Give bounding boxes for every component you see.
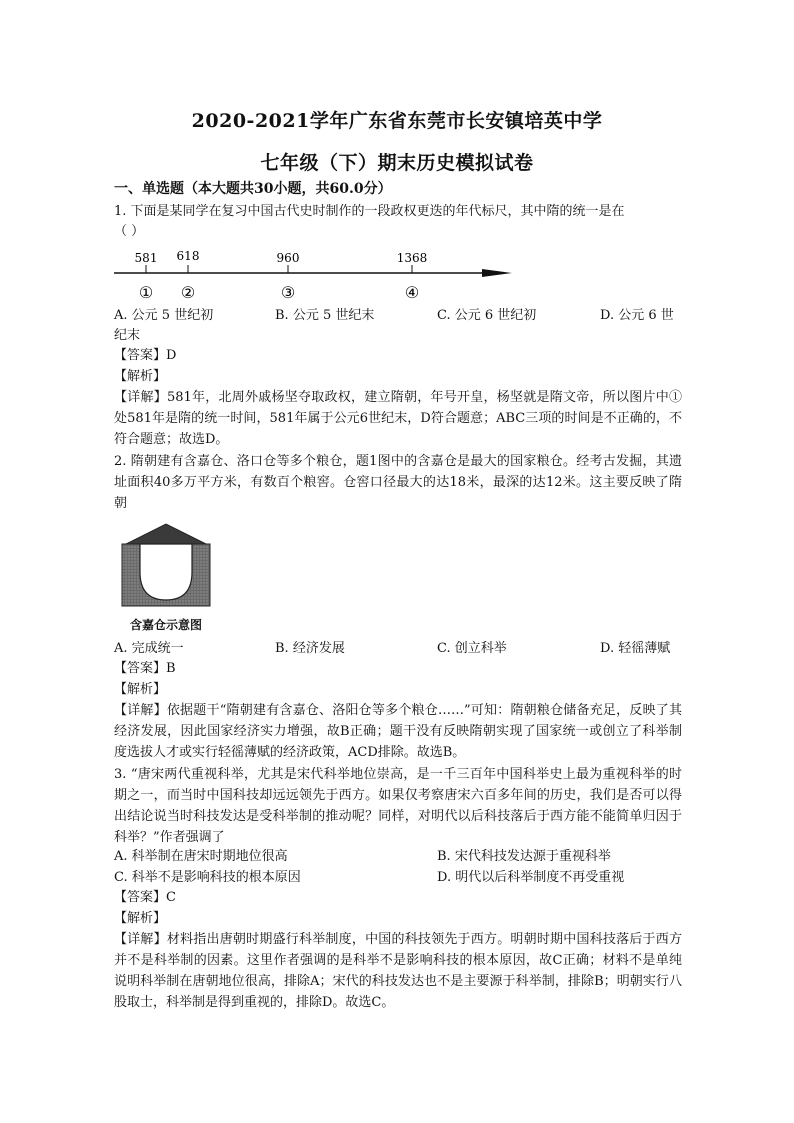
q2-detail: 【详解】依据题干“隋朝建有含嘉仓、洛阳仓等多个粮仓……”可知：隋朝粮仓储备充足，反映了其经济发展，因此国家经济实力增强，故B正确；题干没有反映隋朝实现了国家统一或创立了科举制度选拔人才或实行轻徭薄赋的经济政策，ACD排除。故选B。 xyxy=(114,703,682,760)
q1-answer: 【答案】D xyxy=(114,348,177,363)
q2-option-a[interactable]: A. 完成统一 xyxy=(114,641,184,656)
granary-illustration xyxy=(116,522,216,608)
q3-stem: 3. “唐宋两代重视科举，尤其是宋代科举地位崇高，是一千三百年中国科举史上最为重视科举的时期之一，而当时中国科技却远远领先于西方。如果仅考察唐宋六百多年间的历史，我们是否可以得出结论说当时科技发达是受科举制的推动呢？同样，对明代以后科技落后于西方能不能简单归因于科举？”作者强调了 xyxy=(114,767,682,845)
q3-detail: 【详解】材料指出唐朝时期盛行科举制度，中国的科技领先于西方。明朝时期中国科技落后于西方并不是科举制的因素。这里作者强调的是科举不是影响科技的根本原因，故C正确；材料不是单纯说明科举制在唐朝地位很高，排除A；宋代的科技发达也不是主要源于科举制，排除B；明朝实行八股取士，科举制是得到重视的，排除D。故选C。 xyxy=(114,932,682,1010)
section-heading: 一、单选题（本大题共30小题，共60.0分） xyxy=(114,181,392,197)
q2-stem: 2. 隋朝建有含嘉仓、洛口仓等多个粮仓，题1图中的含嘉仓是最大的国家粮仓。经考古发掘，其遗址面积40多万平方米，有数百个粮窖。仓窖口径最大的达18米，最深的达12米。这主要反映了隋朝 xyxy=(114,454,682,511)
granary-roof xyxy=(126,524,206,544)
exam-title-line2: 七年级（下）期末历史模拟试卷 xyxy=(260,152,534,174)
q2-option-b[interactable]: B. 经济发展 xyxy=(275,641,345,656)
q2-answer: 【答案】B xyxy=(114,661,176,676)
q1-option-a[interactable]: A. 公元 5 世纪初 xyxy=(114,308,214,323)
q3-option-b[interactable]: B. 宋代科技发达源于重视科举 xyxy=(437,849,611,864)
q1-timeline xyxy=(110,244,520,306)
q2-analysis-label: 【解析】 xyxy=(114,682,167,697)
timeline-year: 581 xyxy=(134,251,158,265)
q1-option-c[interactable]: C. 公元 6 世纪初 xyxy=(437,308,537,323)
q2-option-c[interactable]: C. 创立科举 xyxy=(437,641,507,656)
q3-answer: 【答案】C xyxy=(114,890,176,905)
q1-stem-line1: 1. 下面是某同学在复习中国古代史时制作的一段政权更迭的年代标尺，其中隋的统一是在 xyxy=(114,204,625,219)
timeline-marker: ④ xyxy=(404,283,420,302)
q3-analysis-label: 【解析】 xyxy=(114,911,167,926)
q1-analysis-label: 【解析】 xyxy=(114,369,167,384)
timeline-year: 618 xyxy=(176,249,200,263)
q2-option-d[interactable]: D. 轻徭薄赋 xyxy=(600,641,671,656)
q1-option-d[interactable]: D. 公元 6 世 xyxy=(600,308,674,323)
q3-option-c[interactable]: C. 科举不是影响科技的根本原因 xyxy=(114,870,301,885)
timeline-marker: ② xyxy=(180,283,196,302)
timeline-year: 960 xyxy=(276,251,300,265)
timeline-year: 1368 xyxy=(396,251,428,265)
q3-option-d[interactable]: D. 明代以后科举制度不再受重视 xyxy=(437,870,625,885)
q3-option-a[interactable]: A. 科举制在唐宋时期地位很高 xyxy=(114,849,288,864)
exam-title-line1: 2020-2021学年广东省东莞市长安镇培英中学 xyxy=(191,110,603,132)
timeline-marker: ③ xyxy=(280,283,296,302)
q1-option-d-continued: 纪末 xyxy=(114,328,141,343)
timeline-marker: ① xyxy=(138,283,154,302)
q1-detail: 【详解】581年，北周外戚杨坚夺取政权，建立隋朝，年号开皇，杨坚就是隋文帝，所以图片中①处581年是隋的统一时间，581年属于公元6世纪末，D符合题意；ABC三项的时间是不正确的，不符合题意；故选D。 xyxy=(114,390,682,447)
timeline-arrow-icon xyxy=(482,269,512,277)
granary-pit xyxy=(140,544,192,600)
q1-stem-line2: （ ） xyxy=(114,224,145,239)
q2-figure-caption: 含嘉仓示意图 xyxy=(129,618,202,632)
q2-figure xyxy=(116,522,216,632)
q1-option-b[interactable]: B. 公元 5 世纪末 xyxy=(275,308,375,323)
